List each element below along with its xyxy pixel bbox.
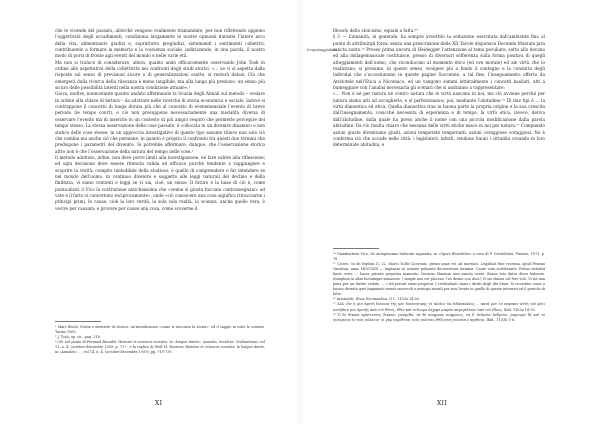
- right-footnote: ¹⁷ Ἀλλ οὖν ἡ μὲν ἀρετή διάνοια τῆς μέν διανοητικής τό πλεῖον ἐκ διδασκαλίας ... κατά μου ἑν πέφυκεν αὐτή τοῦ φύει συνήθειᾳ μὲν ἀρετῆς ἀπό τοῦ ἔθους, ὅθεν καὶ τοὔνομα ἔσχηκε μικρόν παρεγκλίνον ἀπό τοῦ ἔθους. Ibid. 1103a 14-19.: [333, 302, 545, 312]
- right-paragraph: «… Non è né per natura né contro natura che le virtù nascono in noi, ma ciò avviene perché per natura siamo atti ad accoglierle, e si perfezionanos, poi, mediante l’abitudine.¹⁶ Di due tipi è … la virtù dianoetica ed etica. Quella dianoetica trae in buona parte la propria origine e la sua crescita dall’insegnamento, cosicché necessita di esperienza e di tempo; la virtù etica, invece, deriva dall’abitudine, dalla quale ha preso anche il nome con una piccola modificazione dalla parola abitudine. Da ciò risulta chiaro che nessuna delle virtù etiche nasce in noi per natura.¹⁷ Compiendo azioni giuste diventiamo giusti, azioni temperate temperanti, azioni coraggiose coraggiosi. Ne è conferma ciò che accade nelle città: i legislatori, infatti, rendono buoni i cittadini creando in loro determinate abitudini, e: [333, 91, 545, 148]
- left-paragraph: Giova, inoltre, nonnostante quanto andato affermando la Scuola degli Annali sul metodo – svelare in ordine alla chiave di lettura – da adottare nelle ricerche di storia economica e sociale, ladove si contrappone il concetto di lunga durata più che al concetto di evenemenziale l’evento di breve periodo (le temps court), e ciò non presuppone necessariamente una modalità diversa di osservare l’evento ma di inserirlo in un contesto di più ampio respiro che permette percepire del tempo stesso. La stessa osservazione delle cose passate, è collocata in un divenire dinamico e non statico delle cose stesse; in un approccio investigativo di questo tipo assume rilievo non solo ciò che cambia ma anche ciò che permane, in quanto è proprio il confronto tra questi due termini che predispone i parametri del divenire. Si potrebbe affermare, dunque, che l’osservazione storica altro non è che l’osservazione della natura del tempo nelle cose.²: [55, 91, 265, 154]
- left-footnote: ² J. Tosh, op. cit., pag. 218.: [55, 335, 101, 340]
- left-paragraph: Il metodo adottato, infine, non deve porre limiti alla investigazione, né fare subire alla riflessione; ed ogni decisione deve essere ritenuta valida ed efficace purché tendente a raggiungere e scoprire la verità: compito ineludibile della studioso, è quello di comprendere e far intendere se nel mondo dell’uomo, in continuo divenire e soggetto alle leggi naturali del declino e della finitezza, vi siano contenti e leggi se vi sia, cioè, un senso. Il futuro e la base di ciò è, come puntualizzò il Vico la costruzione anticheissima che «venne si giusta facciata contrassegnano: ad vate e il fatto si convertono reciprocamente», onde «ciò conoscere una cosa significa ritracciarne i principi primi, le cause, cioè la loro verità, la sola sola realtà, la scienza, anche quello vera, è vecire per causam; e provare per cause una cosa, come scoverne il: [55, 154, 265, 211]
- left-paragraph: Ma non si traluce di considerare, allora, quanto andò efficacemente osservando John Tosh in ordine alle aspettative della collettività nei confronti degli studi storici: «… se ci si aspetta dalle risposte sul senso di previsioni sicure o di generalizzazioni esatte, si resterà delusi. Ciò che emergerà dalla ricerca della rilevanza è meno tangibile, ma alla lunga più prezioso: un senso più sicuro delle possibilità latenti nella nostra condizione attuale».¹: [55, 59, 265, 91]
- right-footnote: ¹⁸ Ὁ δὲ δίκαια πράττοντες δίκαιοι γινόμεθα, τά δέ σώφρονα σώφρονες, τά δ’ ἀνδρεῖα ἀνδρεῖοι. μαρτυρεῖ δέ καί τό γινόμενον ἐν ταῖς πόλεσιν· οἱ γάρ νομοθέται τούς πολίτας ἐθίζοντες ποιοῦσιν ἀγαθούς. Ibid., 1103b 1-6.: [333, 312, 545, 322]
- right-page: [300, 0, 600, 424]
- right-footnote: ¹⁶ Aristotele, Etica Nicomachea, II 1, 1103a 24-26.: [333, 297, 420, 302]
- right-footnote-rule: [333, 248, 379, 249]
- left-body-text: [55, 28, 265, 212]
- right-page-number: XII: [437, 400, 448, 407]
- left-footnote: ¹ Marc Bloch, Storia e mestiere di storico: un’introduzione «come si racconta la storia»: ed il saggio in tutte le scienze, Torino 1962.: [55, 325, 265, 335]
- left-footnotes: [55, 325, 265, 355]
- left-footnote: ³ Cfr. nel punto di Fernand Braudel, Histoire et sciences sociales. la «longue durée». Annales, Sociétés, Civilisations» vol 13, n. 4, (octobre-décembre 1958, p. 72? ; e la replica di Wolf M. Boerner, Histoire et sciences sociales: la longue durée, in «Annales» ...; vol 14, n. 4, (octobre-décembre 1959), pp. 719-739.: [55, 340, 265, 355]
- left-page-number: XI: [155, 400, 163, 407]
- left-paragraph: che le vicende del passato, allorché vengono realmente tramandate, per non riflettendo appieno l’oggettività degli accadimenti, condiziona largamente le nostre opinioni durante l’intero arco della vita, alimentando giudizi e, soprattutto pregiudizi, sistemandi i sentimenti collettivi, contribuendo a formare la memoria e la coscienza sociale, indirizzando, in una parola, il nostro modo di porsi di fronte agli eventi del mondo e nelle varie età.: [55, 28, 265, 59]
- left-footnote-rule: [55, 321, 101, 322]
- right-paragraph: § 3 — L’umanità, in generale, ha sempre avvertito la seduzione esercitata dall’ambiente fino al punto di attribuirgli forza: senza una prescrizione delle XII Tavole disponeva Docemm Manium jura sancta sunto.¹⁵ Presso prima ancora di Heidegger l’attenzione al tema peculiare, sotto allo decano ed alla dollagemusicale costituisce, presso di diversori sofferenza sulla forma positiva di quegli atteggiamenti dell’uomo, che riconducono al momento etico (ed ove morale) ed ale virtù che lo realizzano; si presume, in questo senso, svolgere più a fondo il contegno e la condotta degli individui che s’accostumano in queste pagine Succenne, a tal fine, l’inseguamento offerto da Aristotele nell’Etica a Nicomaco, ed un vangono summi letteralmente i concetti basilari, atti a bumeggiare con l’analisi necessaria gli scenari che si andranno a rappresentare:: [333, 34, 545, 91]
- right-footnotes: [333, 252, 545, 323]
- right-body-text: [307, 28, 545, 149]
- right-footnote: ¹⁵ Cicero, In de legibus II, 22. Marci Tullii Ciceronis, pietas quae est ad mortuos. Legalisat fine recensa, apud Fenean Varaloan, anno MDCCXIX — Impianto su aziente pulsante decemvirum termine. Caute vota scelebrante. Pietas visitabit horis certe … Sacra privata perpetua manento. Deorum Manium iura sancta sunto. Bonos leto datos divos habento. Sumptum in ollas luctumque minuunto. ( simple non est placeas: l’us divino con dost.) Vi sia stanza cul fere volt. Vi sia una pena per un diritto violato. … i riti privati siano perpetui. I rivisitalanti siano i diritti degli dèi Mani. Si ricordino come a buona divinità quei Impumati vissuti onorevoli e principi morali per sino levate in quello di queste interessi ed il periodo di lutto.: [333, 262, 545, 297]
- right-paragraph: filosofo dello stoicismo, equale a fatta.¹⁴: [333, 28, 419, 33]
- marginal-note: L’equipaggiolato: [307, 48, 337, 52]
- right-footnote: ¹⁴ Giambattista Vico, De antiquissima Italorum sapientia, in «Opere filosofiche» a cura di P. Cristofolini, Firenze, 1971, p. 76.: [333, 252, 545, 262]
